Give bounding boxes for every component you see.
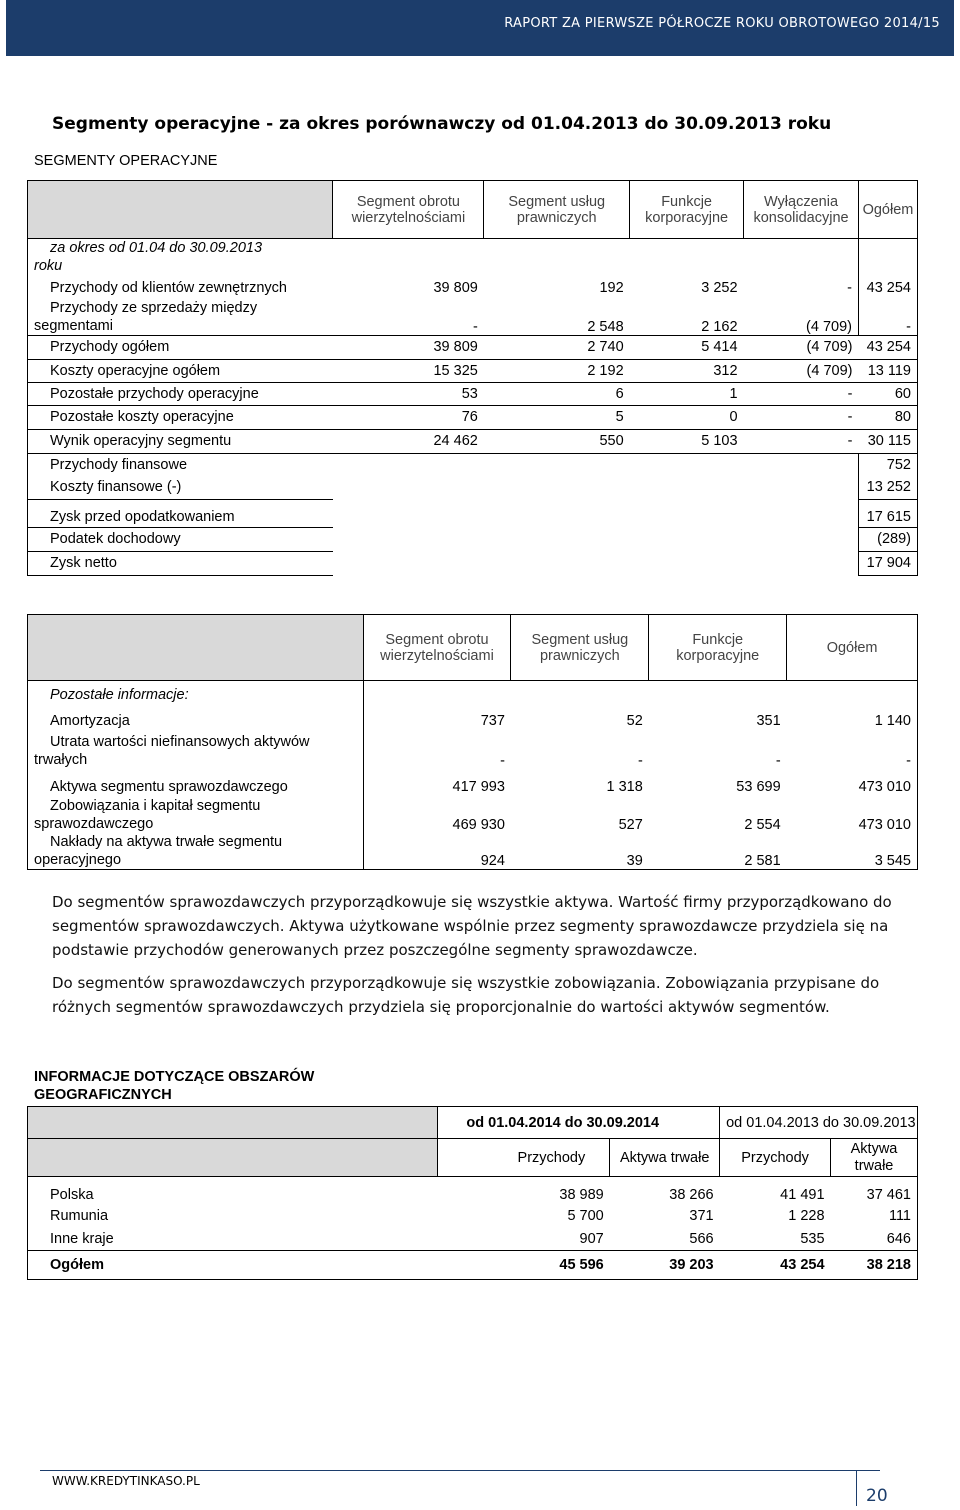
row-label-line1: Nakłady na aktywa trwałe segmentu xyxy=(50,833,283,850)
cell: 527 xyxy=(618,816,643,833)
table-row xyxy=(28,1228,918,1251)
cell: 45 596 xyxy=(438,1251,610,1280)
cell: - xyxy=(333,299,484,336)
row-label: Polska xyxy=(28,1177,438,1205)
cell: (4 709) xyxy=(744,359,859,382)
table-row xyxy=(28,499,918,527)
cell: 2 162 xyxy=(630,299,744,336)
cell: - xyxy=(637,752,643,769)
page-number: 20 xyxy=(866,1486,888,1506)
row-label-line2: trwałych xyxy=(34,751,88,768)
row-label: Koszty finansowe (-) xyxy=(28,476,333,499)
row-label xyxy=(28,797,364,833)
other-info-table xyxy=(27,614,918,870)
col-header-assets-2013-line2: trwałe xyxy=(854,1157,894,1174)
cell: 38 989 xyxy=(559,1186,604,1203)
row-label: Zysk netto xyxy=(28,551,333,575)
cell: 5 414 xyxy=(630,335,744,359)
cell: 80 xyxy=(858,405,917,429)
cell: 15 325 xyxy=(333,359,484,382)
table-row xyxy=(28,551,918,575)
cell: 5 700 xyxy=(567,1208,604,1224)
cell: 30 115 xyxy=(858,429,917,453)
cell: 53 xyxy=(333,382,484,405)
total-row xyxy=(28,1251,918,1280)
row-label: Rumunia xyxy=(28,1205,438,1228)
cell: 2 554 xyxy=(744,816,781,833)
cell: (4 709) xyxy=(744,299,859,336)
cell: 924 xyxy=(363,833,511,870)
cell: - xyxy=(744,405,859,429)
row-label-line1: Zobowiązania i kapitał segmentu xyxy=(50,797,261,814)
cell: 53 699 xyxy=(736,778,781,795)
section-title: Segmenty operacyjne - za okres porównawczy od 01.04.2013 do 30.09.2013 roku xyxy=(52,114,832,134)
cell: - xyxy=(363,733,511,769)
col-header-assets-2013-line1: Aktywa xyxy=(850,1140,898,1157)
section-label: Pozostałe informacje: xyxy=(28,681,364,709)
row-label-line2: segmentami xyxy=(34,317,113,334)
row-label: Amortyzacja xyxy=(28,709,364,733)
row-label xyxy=(28,733,364,769)
row-label-line1: Przychody ze sprzedaży między xyxy=(50,299,258,316)
col-header-revenue-2013: Przychody xyxy=(720,1139,831,1177)
cell: 43 254 xyxy=(720,1251,831,1280)
row-label: Pozostałe przychody operacyjne xyxy=(28,382,333,405)
cell: 417 993 xyxy=(363,769,511,797)
cell: 17 615 xyxy=(858,499,917,527)
cell: - xyxy=(847,279,852,296)
cell: 2 192 xyxy=(484,359,630,382)
row-label: Wynik operacyjny segmentu xyxy=(28,429,333,453)
table-row xyxy=(28,277,918,299)
cell: 371 xyxy=(689,1208,714,1224)
period-2013-header: od 01.04.2013 do 30.09.2013 xyxy=(720,1107,918,1139)
cell: 192 xyxy=(599,279,624,296)
row-label: Pozostałe koszty operacyjne xyxy=(28,405,333,429)
cell: 111 xyxy=(831,1205,918,1228)
table-row xyxy=(28,476,918,499)
table-row xyxy=(28,833,918,870)
cell: 6 xyxy=(484,382,630,405)
segments-label: SEGMENTY OPERACYJNE xyxy=(34,153,218,169)
geo-table xyxy=(27,1106,918,1280)
header-corner-cell xyxy=(28,181,333,239)
row-label xyxy=(28,833,364,870)
row-label: Ogółem xyxy=(28,1251,438,1280)
row-label: Aktywa segmentu sprawozdawczego xyxy=(28,769,364,797)
header-corner-cell xyxy=(28,615,364,681)
cell: 39 809 xyxy=(333,335,484,359)
cell: 1 228 xyxy=(788,1208,825,1224)
header-corner-cell xyxy=(28,1139,438,1177)
cell: 2 581 xyxy=(649,833,787,870)
col-header-assets-2013 xyxy=(831,1139,918,1177)
cell: 0 xyxy=(630,405,744,429)
header-corner-cell xyxy=(28,1107,438,1139)
cell: 312 xyxy=(630,359,744,382)
cell: 351 xyxy=(756,712,781,729)
row-label: Koszty operacyjne ogółem xyxy=(28,359,333,382)
table-row xyxy=(28,335,918,359)
col-header-legal: Segment usług prawniczych xyxy=(511,615,649,681)
cell: 646 xyxy=(831,1228,918,1251)
cell: 737 xyxy=(363,709,511,733)
table-row xyxy=(28,769,918,797)
table-row xyxy=(28,709,918,733)
cell: 41 491 xyxy=(780,1186,825,1203)
table-row xyxy=(28,299,918,336)
table-row xyxy=(28,453,918,476)
geo-title-line2: GEOGRAFICZNYCH xyxy=(34,1087,172,1103)
geo-title xyxy=(34,1068,314,1104)
cell: 907 xyxy=(438,1228,610,1251)
table-row xyxy=(28,405,918,429)
row-label xyxy=(28,299,333,336)
geo-title-line1: INFORMACJE DOTYCZĄCE OBSZARÓW xyxy=(34,1069,315,1085)
segments-table xyxy=(27,180,918,576)
report-header-bar xyxy=(6,0,954,56)
cell: 43 254 xyxy=(858,335,917,359)
table-row xyxy=(28,1205,918,1228)
cell: (4 709) xyxy=(744,335,859,359)
col-header-corporate: Funkcje korporacyjne xyxy=(649,615,787,681)
cell: 535 xyxy=(720,1228,831,1251)
cell: 60 xyxy=(858,382,917,405)
cell: 469 930 xyxy=(363,797,511,833)
col-header-total: Ogółem xyxy=(858,181,917,239)
row-label-line1: Utrata wartości niefinansowych aktywów xyxy=(50,733,310,750)
cell: 2 548 xyxy=(484,299,630,336)
row-label: Inne kraje xyxy=(28,1228,438,1251)
col-header-legal: Segment usług prawniczych xyxy=(484,181,630,239)
cell: 13 119 xyxy=(858,359,917,382)
row-label: Przychody finansowe xyxy=(28,453,333,476)
cell: 473 010 xyxy=(787,797,918,833)
page-number-divider xyxy=(856,1470,857,1506)
cell: 17 904 xyxy=(858,551,917,575)
col-header-total: Ogółem xyxy=(787,615,918,681)
cell: 1 xyxy=(630,382,744,405)
period-label xyxy=(28,239,333,277)
cell: 43 254 xyxy=(858,277,917,299)
cell: 473 010 xyxy=(787,769,918,797)
cell: 5 xyxy=(484,405,630,429)
col-header-corporate: Funkcje korporacyjne xyxy=(630,181,744,239)
period-label-line1: za okres od 01.04 do 30.09.2013 xyxy=(50,240,263,256)
cell: 752 xyxy=(858,453,917,476)
cell: 550 xyxy=(484,429,630,453)
cell: 1 318 xyxy=(606,778,643,795)
cell: 1 140 xyxy=(787,709,918,733)
report-title: RAPORT ZA PIERWSZE PÓŁROCZE ROKU OBROTOWEGO 2014/15 xyxy=(504,16,940,31)
paragraph-assets: Do segmentów sprawozdawczych przyporządkowuje się wszystkie aktywa. Wartość firmy przyporządkowano do segmentów sprawozdawczych. Aktywa użytkowane wspólnie przez segmenty sprawozdawcze przydziela się na podstawie przychodów generowanych przez poszczególne segmenty sprawozdawcze. xyxy=(52,893,892,959)
row-label-line2: sprawozdawczego xyxy=(34,815,154,832)
cell: 39 203 xyxy=(610,1251,720,1280)
table-row xyxy=(28,359,918,382)
period-label-line2: roku xyxy=(34,258,63,274)
cell: 52 xyxy=(626,712,643,729)
cell: 5 103 xyxy=(630,429,744,453)
cell: 3 252 xyxy=(701,279,738,296)
col-header-assets-2014: Aktywa trwałe xyxy=(610,1139,720,1177)
cell: 2 740 xyxy=(484,335,630,359)
cell: (289) xyxy=(858,527,917,551)
cell: 39 xyxy=(511,833,649,870)
col-header-eliminations: Wyłączenia konsolidacyjne xyxy=(744,181,859,239)
row-label: Podatek dochodowy xyxy=(28,527,333,551)
cell: 39 809 xyxy=(433,279,478,296)
cell: 38 266 xyxy=(669,1186,714,1203)
paragraph-liabilities: Do segmentów sprawozdawczych przyporządkowuje się wszystkie zobowiązania. Zobowiązania przypisane do różnych segmentów sprawozdawczych przydziela się proporcjonalnie do wartości aktywów segmentów. xyxy=(52,974,880,1016)
cell: 38 218 xyxy=(831,1251,918,1280)
cell: 3 545 xyxy=(787,833,918,870)
cell: - xyxy=(787,733,918,769)
cell: 13 252 xyxy=(858,476,917,499)
cell: - xyxy=(744,429,859,453)
cell: - xyxy=(858,299,917,336)
table-row xyxy=(28,733,918,769)
period-2014-header: od 01.04.2014 do 30.09.2014 xyxy=(438,1107,720,1139)
cell: 24 462 xyxy=(333,429,484,453)
table-row xyxy=(28,797,918,833)
col-header-debt: Segment obrotu wierzytelnościami xyxy=(333,181,484,239)
table-row xyxy=(28,429,918,453)
row-label: Przychody od klientów zewnętrznych xyxy=(28,277,333,299)
cell: 566 xyxy=(610,1228,720,1251)
row-label: Zysk przed opodatkowaniem xyxy=(28,499,333,527)
row-label-line2: operacyjnego xyxy=(34,851,122,868)
cell: 76 xyxy=(333,405,484,429)
row-label: Przychody ogółem xyxy=(28,335,333,359)
cell: - xyxy=(744,382,859,405)
col-header-debt: Segment obrotu wierzytelnościami xyxy=(363,615,511,681)
table-row xyxy=(28,527,918,551)
cell: 37 461 xyxy=(831,1177,918,1205)
col-header-revenue-2014: Przychody xyxy=(438,1139,610,1177)
footer-url: WWW.KREDYTINKASO.PL xyxy=(52,1474,200,1488)
table-row xyxy=(28,1177,918,1205)
table-row xyxy=(28,382,918,405)
cell: - xyxy=(775,752,781,769)
footer-divider xyxy=(40,1470,880,1471)
